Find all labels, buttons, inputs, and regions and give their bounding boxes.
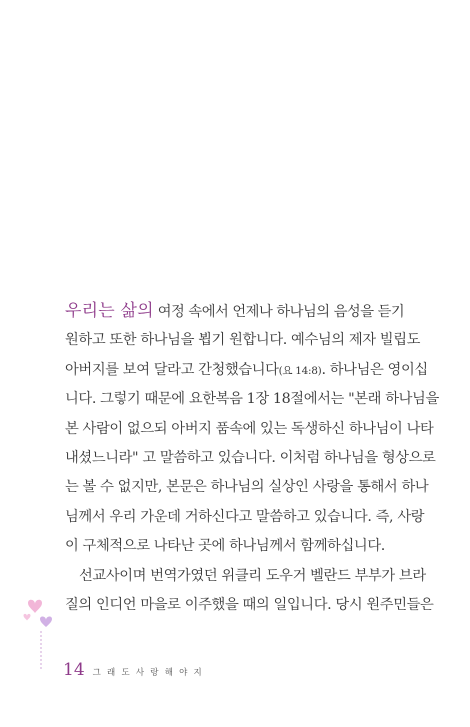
- hearts-ornament: [20, 586, 60, 676]
- page-number: 14: [63, 660, 85, 680]
- text-line: 이 구체적으로 나타난 곳에 하나님께서 함께하십니다.: [65, 538, 385, 555]
- dot-trail: [40, 631, 42, 669]
- text-line: 질의 인디언 마을로 이주했을 때의 일입니다. 당시 원주민들은: [65, 596, 434, 613]
- text-line: 는 볼 수 없지만, 본문은 하나님의 실상인 사랑을 통해서 하나: [65, 479, 429, 496]
- text-line: 선교사이며 번역가였던 위클리 도우거 벨란드 부부가 브라: [79, 567, 426, 584]
- line-text: . 하나님은 영이십: [321, 361, 428, 378]
- text-line: 님께서 우리 가운데 거하신다고 말씀하고 있습니다. 즉, 사랑: [65, 508, 425, 525]
- text-line: [65, 297, 415, 326]
- lead-phrase: 우리는 삶의: [65, 301, 154, 321]
- page-footer: [63, 660, 208, 682]
- text-line: 니다. 그렇기 때문에 요한복음 1장 18절에서는 "본래 하나님을: [65, 391, 439, 408]
- text-line: 내셨느니라" 고 말씀하고 있습니다. 이처럼 하나님을 형상으로: [65, 449, 436, 466]
- running-title: 그래도사랑해야지: [92, 668, 208, 678]
- line-text: 여정 속에서 언제나 하나님의 음성을 듣기: [157, 304, 405, 320]
- heart-icon: [40, 616, 52, 627]
- text-line: 본 사람이 없으되 아버지 품속에 있는 독생하신 하나님이 나타: [65, 420, 434, 437]
- text-line: 원하고 또한 하나님을 뵙기 원합니다. 예수님의 제자 빌립도: [65, 332, 421, 349]
- heart-icon: [24, 614, 31, 621]
- scripture-reference: (요 14:8): [278, 364, 322, 377]
- text-line: [65, 356, 428, 385]
- line-text: 아버지를 보여 달라고 간청했습니다: [65, 361, 279, 378]
- body-text: [65, 297, 439, 620]
- heart-icon: [28, 600, 42, 613]
